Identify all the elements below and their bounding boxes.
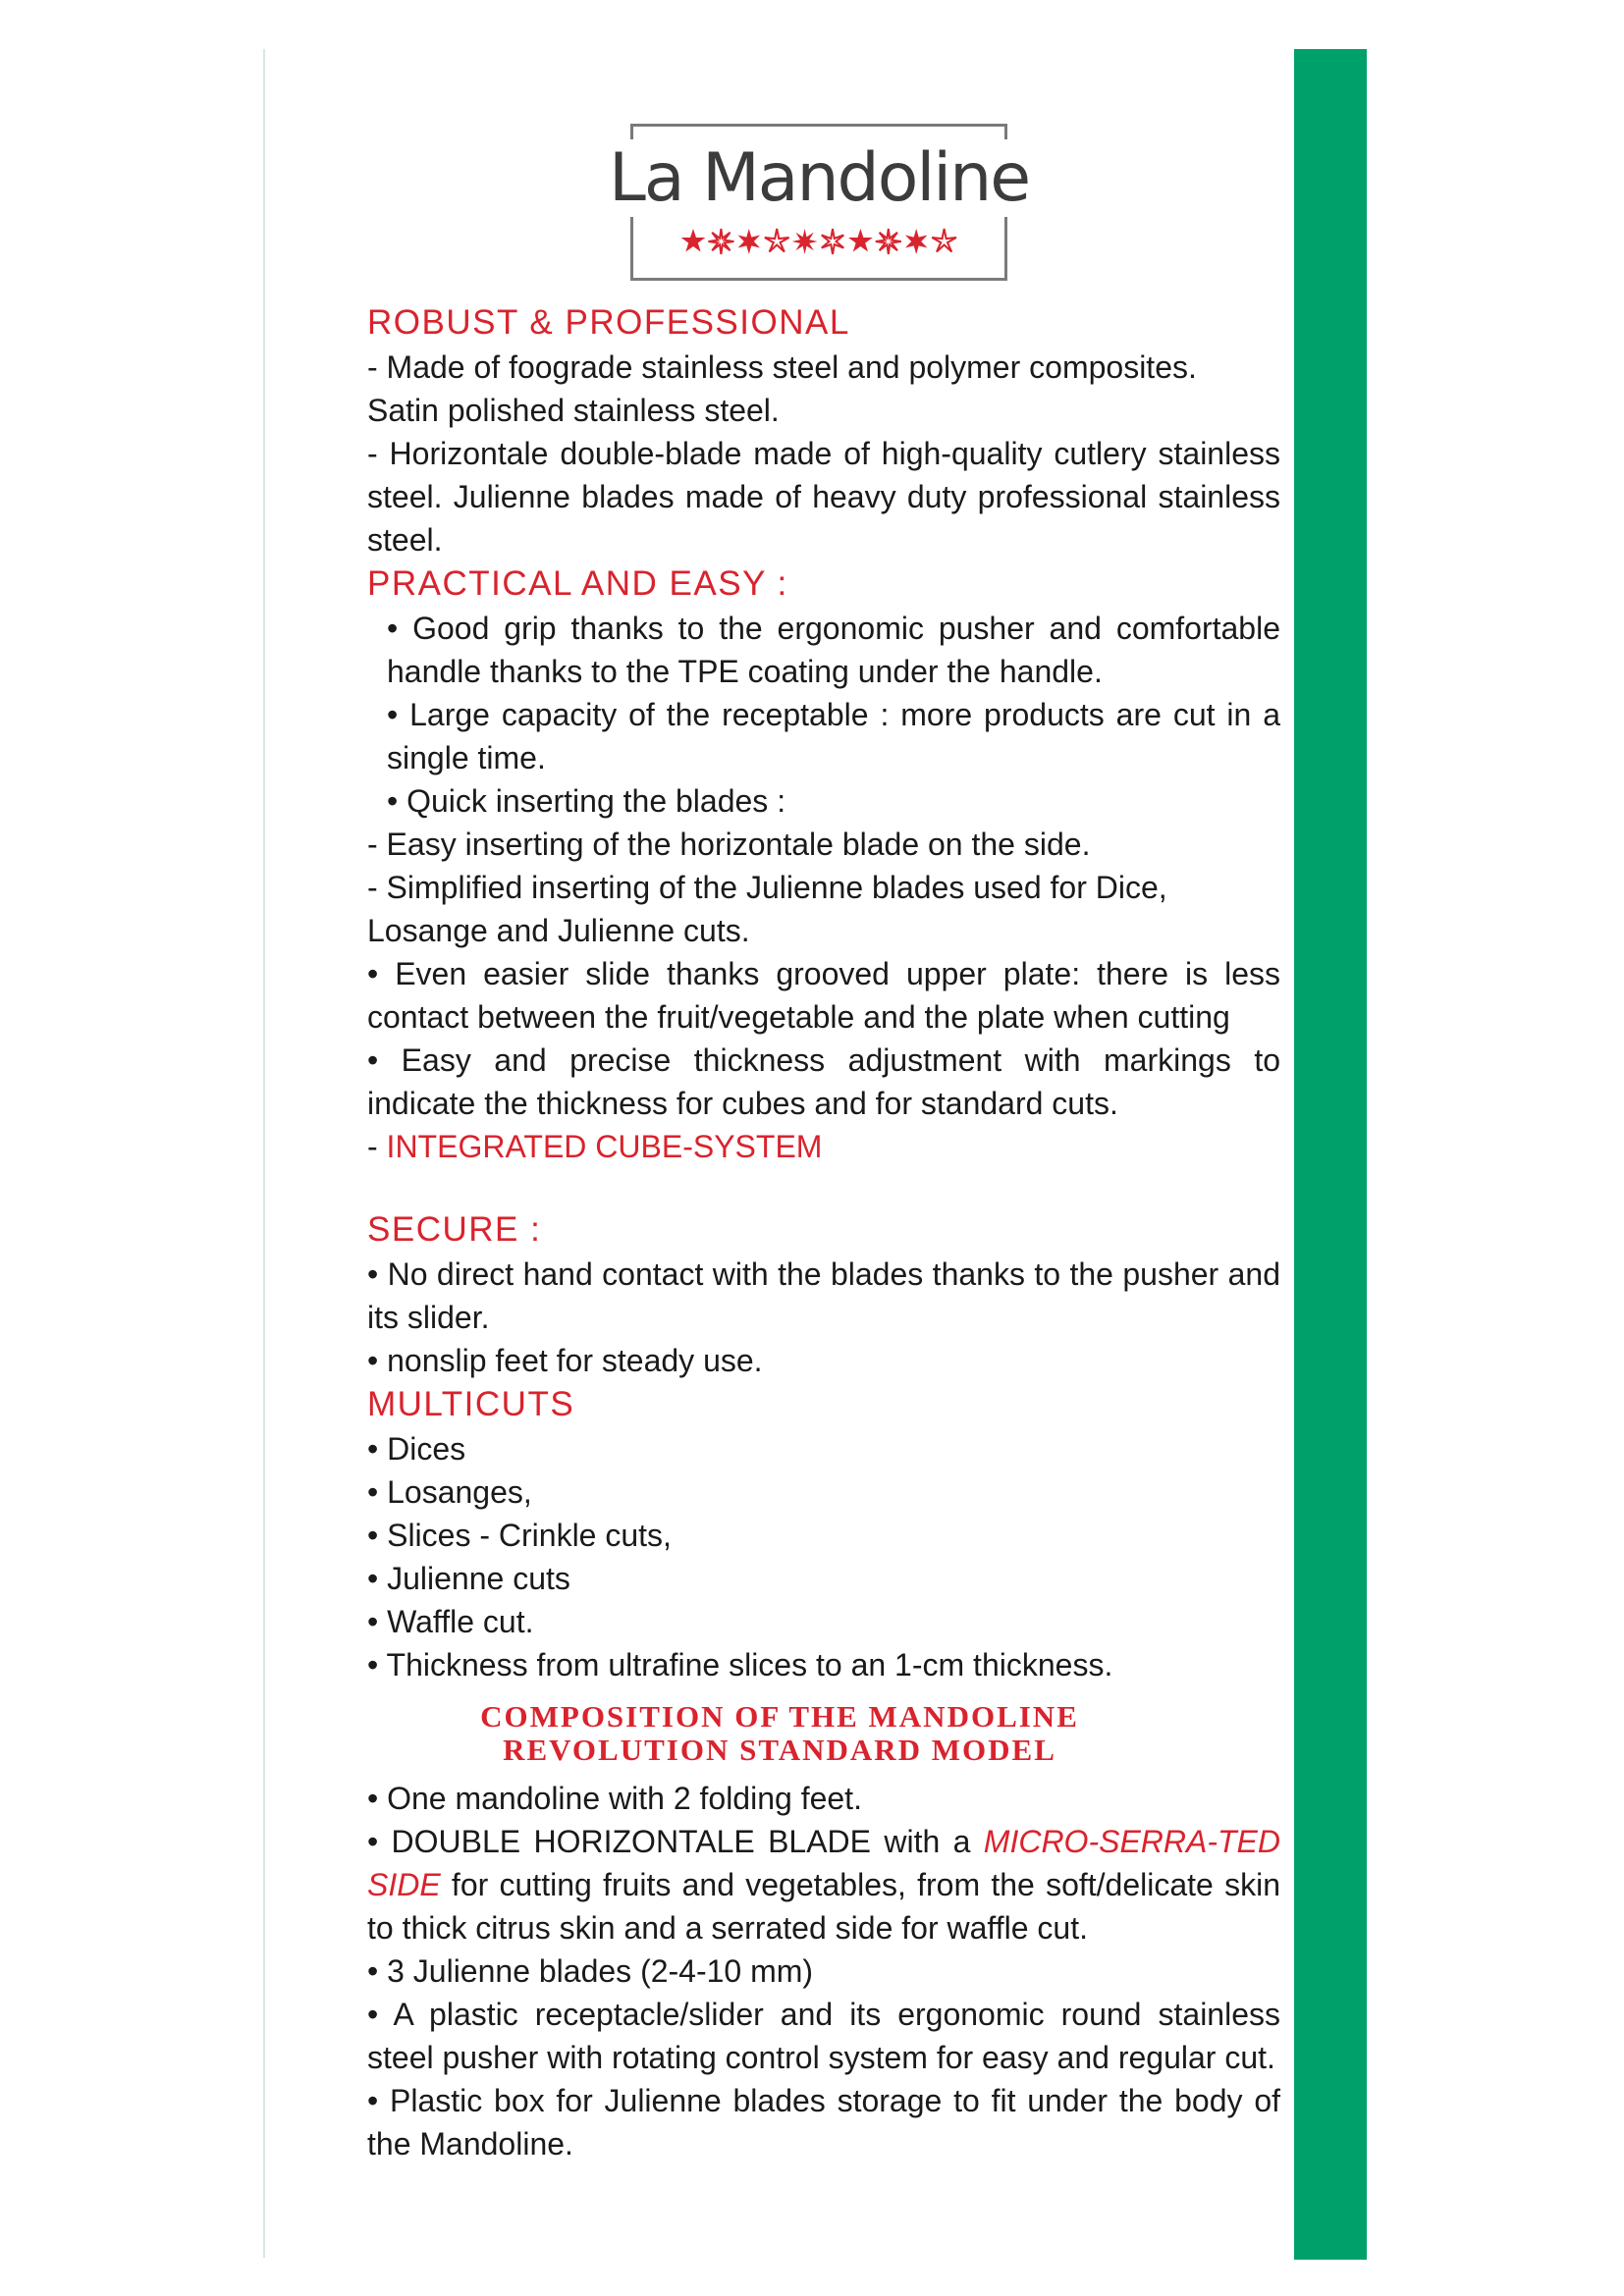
composition-heading bbox=[367, 1700, 1192, 1767]
secure-line-1: • No direct hand contact with the blades thanks to the pusher and its slider. bbox=[367, 1256, 1280, 1335]
practical-cube-line bbox=[367, 1125, 1280, 1168]
blade-suffix: for cutting fruits and vegetables, from the soft/delicate skin to thick citrus skin and a serrated side for waffle cut. bbox=[367, 1867, 1280, 1946]
cube-system: INTEGRATED CUBE-SYSTEM bbox=[386, 1129, 823, 1164]
blade-highlight: MICRO-SERRA-TED SIDE bbox=[367, 1824, 1280, 1902]
composition-heading-line-1: COMPOSITION OF THE MANDOLINE bbox=[480, 1699, 1079, 1734]
logo-stars bbox=[679, 222, 958, 261]
star-icon bbox=[681, 229, 706, 252]
blade-prefix: • DOUBLE HORIZONTALE BLADE with a bbox=[367, 1824, 984, 1859]
star-icon bbox=[848, 229, 873, 252]
practical-thickness: • Easy and precise thickness adjustment with markings to indicate the thickness for cubes and for standard cuts. bbox=[367, 1042, 1280, 1121]
robust-line-2: Satin polished stainless steel. bbox=[367, 393, 780, 428]
robust-line-1: - Made of foograde stainless steel and polymer composites. bbox=[367, 349, 1197, 385]
robust-line-3: - Horizontale double-blade made of high-quality cutlery stainless steel. Julienne blades made of heavy duty professional stainless steel. bbox=[367, 436, 1280, 558]
star-icon bbox=[932, 229, 956, 252]
brand-logo bbox=[608, 124, 1030, 281]
star-icon bbox=[708, 229, 733, 254]
star-icon bbox=[905, 229, 928, 254]
practical-easy-insert: - Easy inserting of the horizontale blade on the side. bbox=[367, 827, 1091, 862]
practical-heading: PRACTICAL AND EASY : bbox=[367, 564, 788, 603]
star-icon bbox=[765, 229, 789, 252]
composition-item-blade bbox=[367, 1820, 1280, 1949]
composition-item-3: • 3 Julienne blades (2-4-10 mm) bbox=[367, 1953, 814, 1989]
multicuts-heading: MULTICUTS bbox=[367, 1385, 575, 1423]
robust-heading: ROBUST & PROFESSIONAL bbox=[367, 303, 850, 342]
green-side-band bbox=[1294, 49, 1367, 2260]
brand-name: La Mandoline bbox=[591, 139, 1047, 217]
multicuts-item: • Thickness from ultrafine slices to an 1-cm thickness. bbox=[367, 1647, 1113, 1682]
practical-quick: • Quick inserting the blades : bbox=[387, 783, 786, 819]
practical-capacity: • Large capacity of the receptable : more products are cut in a single time. bbox=[387, 697, 1280, 775]
spacer bbox=[367, 1168, 1280, 1207]
page-margin-line bbox=[263, 49, 265, 2258]
star-icon bbox=[876, 229, 901, 254]
practical-grip: • Good grip thanks to the ergonomic pusher and comfortable handle thanks to the TPE coating under the handle. bbox=[387, 611, 1280, 689]
cube-prefix: - bbox=[367, 1129, 387, 1164]
composition-item-1: • One mandoline with 2 folding feet. bbox=[367, 1781, 862, 1816]
star-icon bbox=[822, 229, 844, 254]
multicuts-item: • Julienne cuts bbox=[367, 1561, 570, 1596]
composition-item-5: • Plastic box for Julienne blades storage to fit under the body of the Mandoline. bbox=[367, 2083, 1280, 2162]
composition-heading-line-2: REVOLUTION STANDARD MODEL bbox=[503, 1733, 1056, 1767]
multicuts-item: • Dices bbox=[367, 1431, 466, 1467]
product-description bbox=[367, 300, 1280, 2165]
multicuts-item: • Losanges, bbox=[367, 1474, 532, 1510]
composition-item-4: • A plastic receptacle/slider and its ergonomic round stainless steel pusher with rotating control system for easy and regular cut. bbox=[367, 1997, 1280, 2075]
secure-heading: SECURE : bbox=[367, 1210, 542, 1249]
practical-slide: • Even easier slide thanks grooved upper plate: there is less contact between the fruit/vegetable and the plate when cutting bbox=[367, 956, 1280, 1035]
star-icon bbox=[792, 229, 818, 254]
secure-line-2: • nonslip feet for steady use. bbox=[367, 1343, 763, 1378]
multicuts-item: • Slices - Crinkle cuts, bbox=[367, 1518, 672, 1553]
multicuts-item: • Waffle cut. bbox=[367, 1604, 534, 1639]
star-icon bbox=[738, 229, 761, 254]
practical-simplified: - Simplified inserting of the Julienne blades used for Dice, Losange and Julienne cuts. bbox=[367, 870, 1167, 948]
